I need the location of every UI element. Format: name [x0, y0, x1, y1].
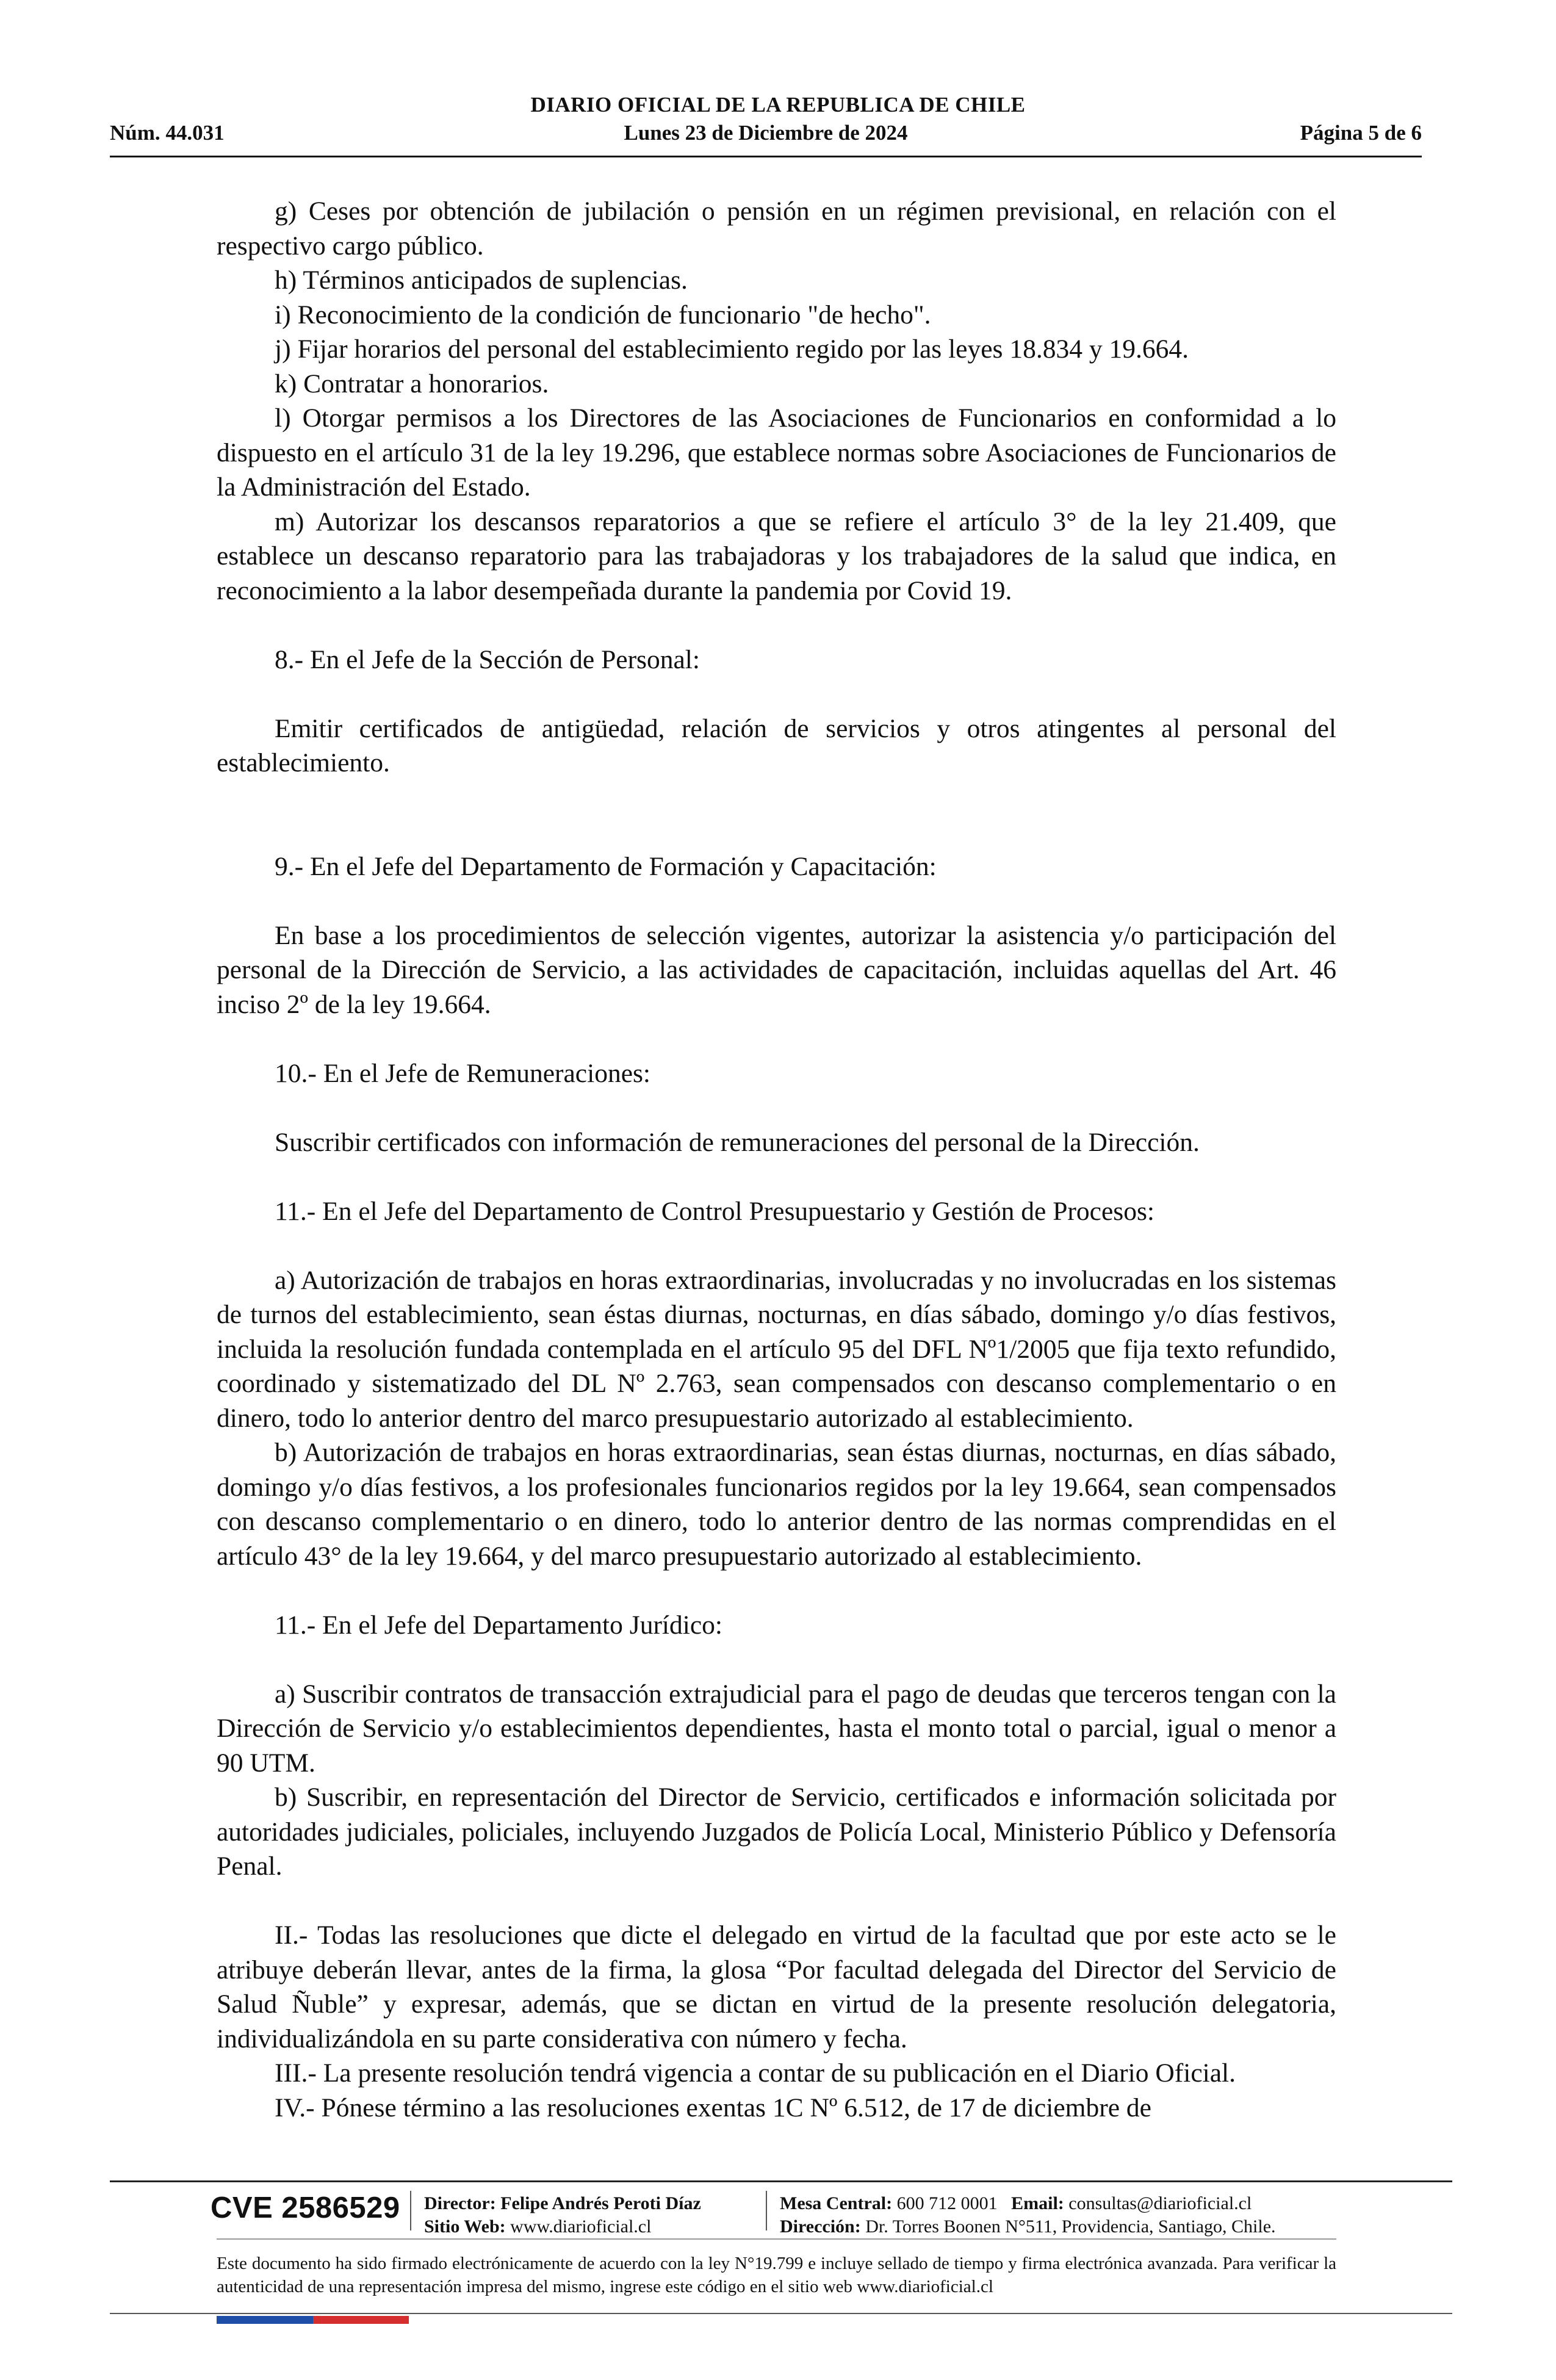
- section-11-b: b) Autorización de trabajos en horas extraordinarias, sean éstas diurnas, nocturnas, en días sábado, domingo y/o días festivos, a los profesionales funcionarios regidos por la ley 19.664, sean compensados con descanso complementario o en dinero, todo lo anterior dentro de las normas comprendidas en el artículo 43° de la ley 19.664, y del marco presupuestario autorizado al establecimiento.: [217, 1438, 1336, 1571]
- mesa-phone: 600 712 0001: [896, 2193, 998, 2213]
- paragraph-j: j) Fijar horarios del personal del establecimiento regido por las leyes 18.834 y 19.664.: [275, 334, 1189, 364]
- footer-separator: [766, 2191, 767, 2230]
- flag-red-bar: [313, 2316, 409, 2324]
- article-iii: III.- La presente resolución tendrá vigencia a contar de su publicación en el Diario Oficial.: [275, 2058, 1236, 2088]
- article-ii: II.- Todas las resoluciones que dicte el delegado en virtud de la facultad que por este acto se le atribuye deberán llevar, antes de la firma, la glosa “Por facultad delegada del Director del Servicio de Salud Ñuble” y expresar, además, que se dictan en virtud de la presente resolución delegatoria, individualizándola en su parte considerativa con número y fecha.: [217, 1920, 1336, 2054]
- cve-code: CVE 2586529: [211, 2191, 400, 2224]
- mesa-label: Mesa Central:: [780, 2193, 893, 2213]
- paragraph-g: g) Ceses por obtención de jubilación o pensión en un régimen previsional, en relación con el respectivo cargo público.: [217, 197, 1336, 261]
- paragraph-m: m) Autorizar los descansos reparatorios a que se refiere el artículo 3° de la ley 21.409, que establece un descanso reparatorio para las trabajadoras y los trabajadores de la salud que indica, en reconocimiento a la labor desempeñada durante la pandemia por Covid 19.: [217, 507, 1336, 605]
- article-iv: IV.- Pónese término a las resoluciones exentas 1C Nº 6.512, de 17 de diciembre de: [275, 2093, 1151, 2122]
- section-11-juridico-a: a) Suscribir contratos de transacción extrajudicial para el pago de deudas que terceros tengan con la Dirección de Servicio y/o establecimientos dependientes, hasta el monto total o parcial, igual o menor a 90 UTM.: [217, 1679, 1336, 1778]
- site-label: Sitio Web:: [424, 2216, 506, 2237]
- header-divider: [110, 156, 1422, 157]
- issue-number: Núm. 44.031: [110, 121, 225, 145]
- footer-separator: [410, 2191, 411, 2230]
- section-11-title: 11.- En el Jefe del Departamento de Control Presupuestario y Gestión de Procesos:: [275, 1196, 1154, 1226]
- email-link[interactable]: consultas@diarioficial.cl: [1068, 2193, 1252, 2213]
- issue-date: Lunes 23 de Diciembre de 2024: [624, 121, 908, 145]
- section-8-title: 8.- En el Jefe de la Sección de Personal:: [275, 644, 700, 674]
- legal-notice: Este documento ha sido firmado electrónicamente de acuerdo con la ley N°19.799 e incluye sellado de tiempo y firma electrónica avanzada. Para verificar la autenticidad de una representación impresa del mismo, ingrese este código en el sitio web www.diarioficial.cl: [217, 2254, 1336, 2296]
- footer-divider: [110, 2180, 1452, 2182]
- section-11-a: a) Autorización de trabajos en horas extraordinarias, involucradas y no involucradas en los sistemas de turnos del establecimiento, sean éstas diurnas, nocturnas, en días sábado, domingo y/o días festivos, incluida la resolución fundada contemplada en el artículo 95 del DFL Nº1/2005 que fija texto refundido, coordinado y sistematizado del DL Nº 2.763, sean compensados con descanso complementario o en dinero, todo lo anterior dentro del marco presupuestario autorizado al establecimiento.: [217, 1265, 1336, 1433]
- flag-blue-bar: [217, 2316, 313, 2324]
- footer-contact-block: [780, 2192, 1276, 2238]
- section-9-title: 9.- En el Jefe del Departamento de Formación y Capacitación:: [275, 851, 937, 881]
- director-name: Felipe Andrés Peroti Díaz: [500, 2193, 701, 2213]
- section-10-title: 10.- En el Jefe de Remuneraciones:: [275, 1058, 651, 1088]
- flag-stripe: [217, 2316, 409, 2324]
- paragraph-i: i) Reconocimiento de la condición de funcionario "de hecho".: [275, 300, 931, 330]
- paragraph-h: h) Términos anticipados de suplencias.: [275, 265, 688, 295]
- page-header: [110, 121, 1422, 149]
- section-11-juridico-b: b) Suscribir, en representación del Director de Servicio, certificados e información solicitada por autoridades judiciales, policiales, incluyendo Juzgados de Policía Local, Ministerio Público y Defensoría Penal.: [217, 1783, 1336, 1881]
- footer-bottom-rule: [110, 2313, 1452, 2314]
- footer-director-block: [424, 2192, 701, 2238]
- newspaper-title: DIARIO OFICIAL DE LA REPUBLICA DE CHILE: [530, 93, 1026, 117]
- section-9-text: En base a los procedimientos de selección vigentes, autorizar la asistencia y/o participación del personal de la Dirección de Servicio, a las actividades de capacitación, incluidas aquellas del Art. 46 inciso 2º de la ley 19.664.: [217, 920, 1336, 1019]
- email-label: Email:: [1011, 2193, 1064, 2213]
- address-label: Dirección:: [780, 2216, 861, 2237]
- footer-inner-divider: [217, 2238, 1336, 2240]
- director-label: Director:: [424, 2193, 496, 2213]
- section-8-text: Emitir certificados de antigüedad, relación de servicios y otros atingentes al personal del establecimiento.: [217, 713, 1336, 777]
- document-body: [217, 194, 1336, 2125]
- page-number: Página 5 de 6: [1300, 121, 1422, 145]
- section-10-text: Suscribir certificados con información de remuneraciones del personal de la Dirección.: [275, 1127, 1200, 1157]
- paragraph-l: l) Otorgar permisos a los Directores de las Asociaciones de Funcionarios en conformidad a lo dispuesto en el artículo 31 de la ley 19.296, que establece normas sobre Asociaciones de Funcionarios de la Administración del Estado.: [217, 403, 1336, 502]
- paragraph-k: k) Contratar a honorarios.: [275, 369, 549, 398]
- address-text: Dr. Torres Boonen N°511, Providencia, Santiago, Chile.: [865, 2216, 1276, 2237]
- section-11-juridico-title: 11.- En el Jefe del Departamento Jurídico:: [275, 1610, 722, 1640]
- site-link[interactable]: www.diarioficial.cl: [510, 2216, 652, 2237]
